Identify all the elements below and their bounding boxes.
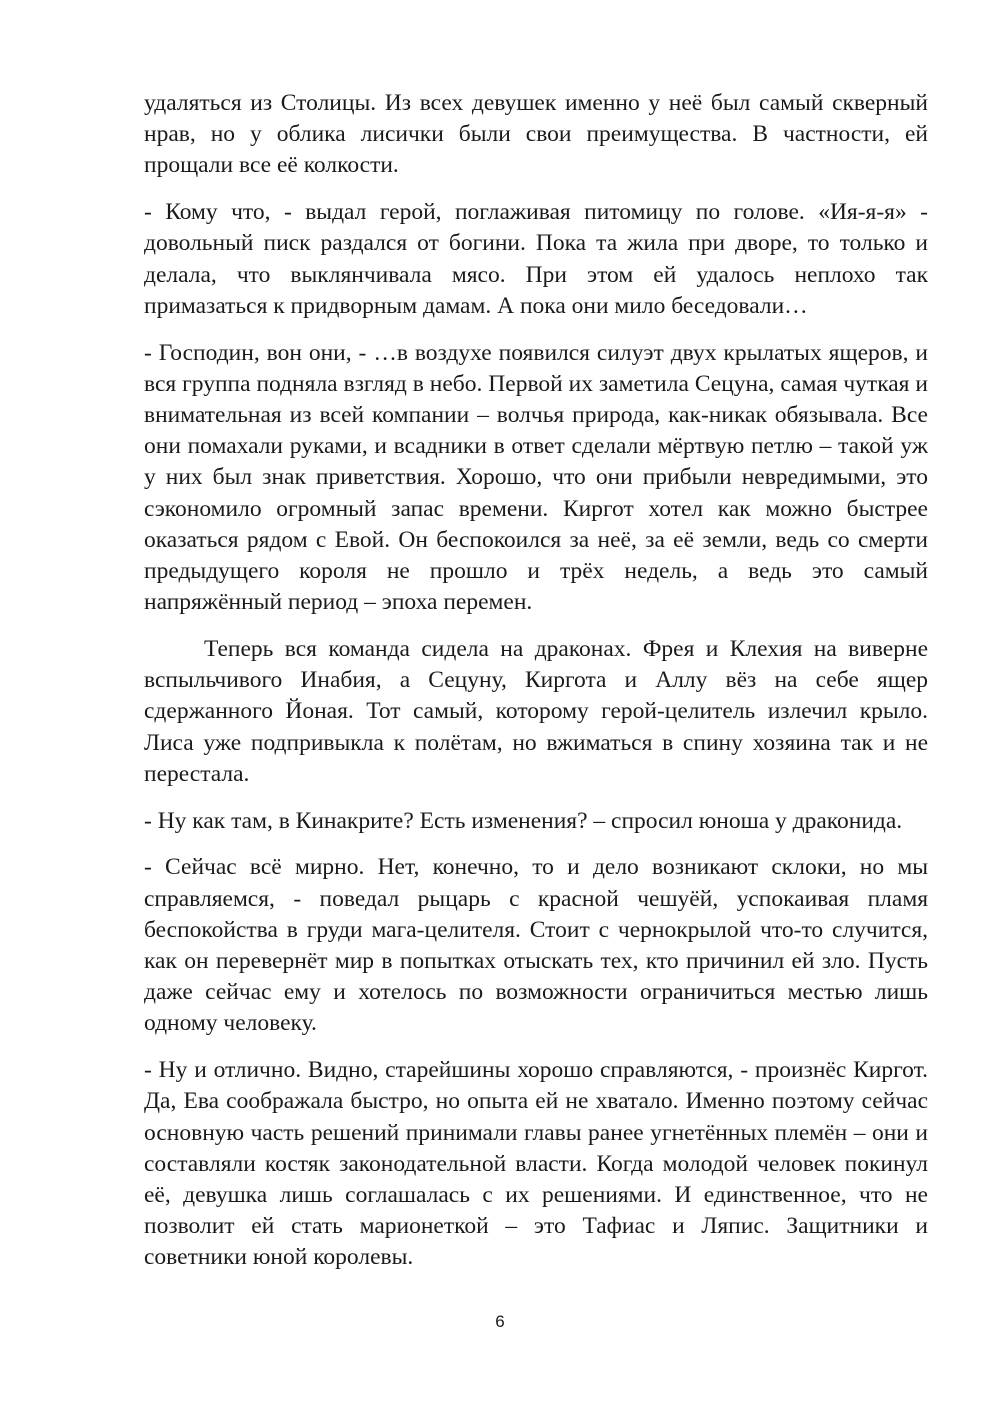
paragraph: - Кому что, - выдал герой, поглаживая питомицу по голове. «Ия-я-я» - довольный писк раздался от богини. Пока та жила при дворе, то только и делала, что выклянчивала мясо. При этом ей удалось неплохо так примазаться к придворным дамам. А пока они мило беседовали… [144, 199, 928, 319]
paragraph: - Ну как там, в Кинакрите? Есть изменения? – спросил юноша у драконида. [144, 807, 903, 834]
page-number: 6 [495, 1312, 505, 1331]
paragraph: Теперь вся команда сидела на драконах. Фрея и Клехия на виверне вспыльчивого Инабия, а Сецуну, Киргота и Аллу вёз на себе ящер сдержанного Йоная. Тот самый, которому герой-целитель излечил крыло. Лиса уже подпривыкла к полётам, но вжиматься в спину хозяина так и не перестала. [144, 636, 928, 787]
paragraph: - Ну и отлично. Видно, старейшины хорошо справляются, - произнёс Киргот. Да, Ева соображала быстро, но опыта ей не хватало. Именно поэтому сейчас основную часть решений принимали главы ранее угнетённых племён – они и составляли костяк законодательной власти. Когда молодой человек покинул её, девушка лишь соглашалась с их решениями. И единственное, что не позволит ей стать марионеткой – это Тафиас и Ляпис. Защитники и советники юной королевы. [144, 1057, 928, 1271]
paragraph: - Сейчас всё мирно. Нет, конечно, то и дело возникают склоки, но мы справляемся, - поведал рыцарь с красной чешуёй, успокаивая пламя беспокойства в груди мага-целителя. Стоит с чернокрылой что-то случится, как он перевернёт мир в попытках отыскать тех, кто причинил ей зло. Пусть даже сейчас ему и хотелось по возможности ограничиться местью лишь одному человеку. [144, 854, 928, 1037]
paragraph: - Господин, вон они, - …в воздухе появился силуэт двух крылатых ящеров, и вся группа подняла взгляд в небо. Первой их заметила Сецуна, самая чуткая и внимательная из всей компании – волчья природа, как-никак обязывала. Все они помахали руками, и всадники в ответ сделали мёртвую петлю – такой уж у них был знак приветствия. Хорошо, что они прибыли невредимыми, это сэкономило огромный запас времени. Киргот хотел как можно быстрее оказаться рядом с Евой. Он беспокоился за неё, за её земли, ведь со смерти предыдущего короля не прошло и трёх недель, а ведь это самый напряжённый период – эпоха перемен. [144, 339, 928, 616]
paragraph: удаляться из Столицы. Из всех девушек именно у неё был самый скверный нрав, но у облика лисички были свои преимущества. В частности, ей прощали все её колкости. [144, 90, 928, 179]
document-body [144, 88, 928, 1289]
